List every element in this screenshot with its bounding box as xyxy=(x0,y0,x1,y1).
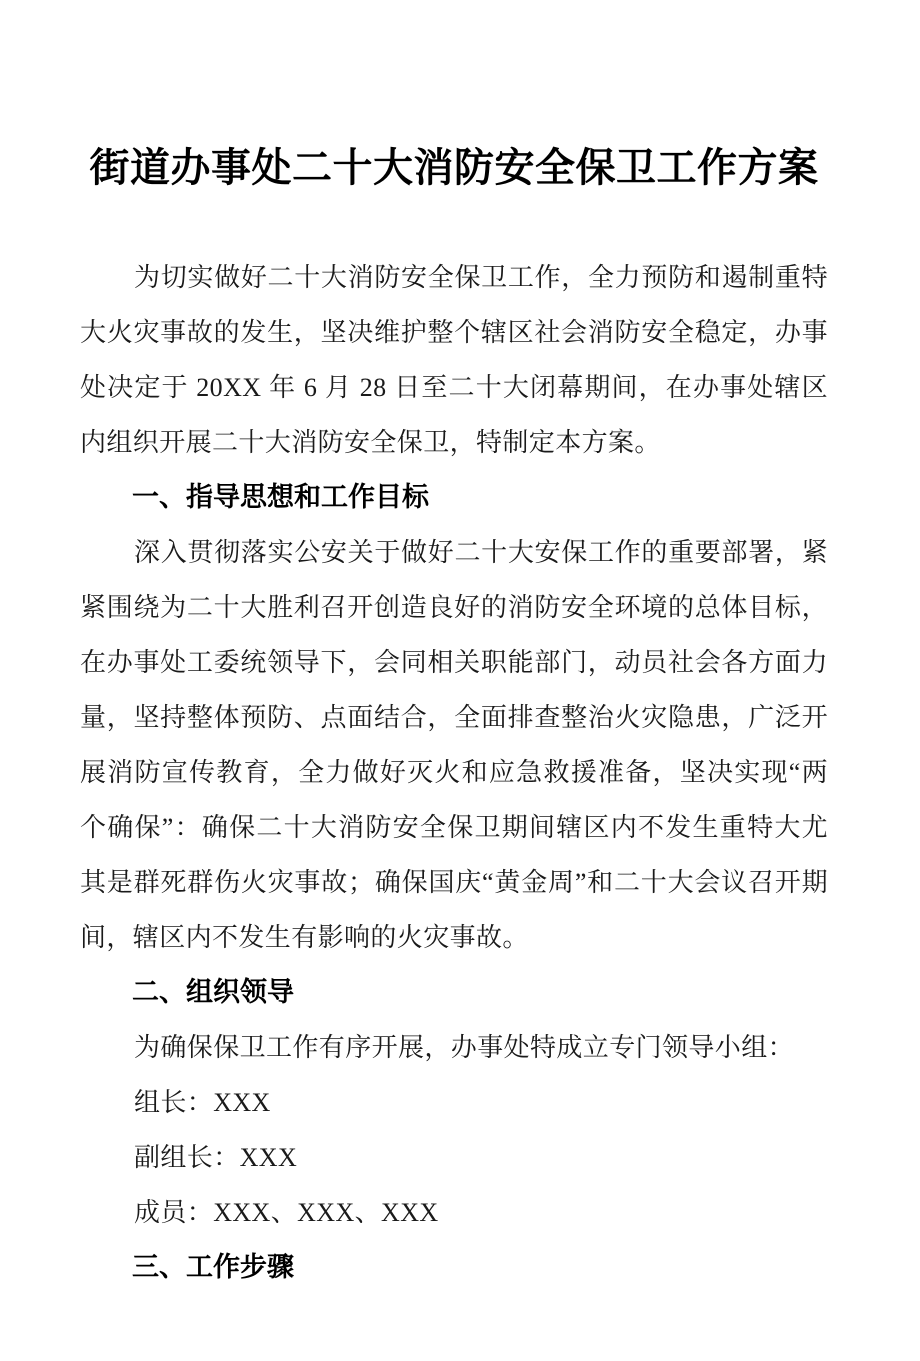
section-heading-1: 一、指导思想和工作目标 xyxy=(132,482,429,512)
section-heading-2: 二、组织领导 xyxy=(132,977,294,1007)
section-2-paragraph-1: 为确保保卫工作有序开展，办事处特成立专门领导小组： xyxy=(134,1033,795,1062)
section-1-paragraph-1: 深入贯彻落实公安关于做好二十大安保工作的重要部署，紧紧围绕为二十大胜利召开创造良好的消防安全环境的总体目标，在办事处工委统领导下，会同相关职能部门，动员社会各方面力量，坚持整体预防、点面结合，全面排查整治火灾隐患，广泛开展消防宣传教育，全力做好灭火和应急救援准备，坚决实现“两个确保”：确保二十大消防安全保卫期间辖区内不发生重特大尤其是群死群伤火灾事故；确保国庆“黄金周”和二十大会议召开期间，辖区内不发生有影响的火灾事故。 xyxy=(80,538,828,952)
title-spacer xyxy=(80,188,828,250)
page-title: 街道办事处二十大消防安全保卫工作方案 xyxy=(89,146,819,190)
intro-paragraph: 为切实做好二十大消防安全保卫工作，全力预防和遏制重特大火灾事故的发生，坚决维护整个辖区社会消防安全稳定，办事处决定于 20XX 年 6 月 28 日至二十大闭幕期间，在办事处辖区内组织开展二十大消防安全保卫，特制定本方案。 xyxy=(80,263,828,457)
section-2-members-line: 成员：XXX、XXX、XXX xyxy=(134,1198,439,1227)
document-body xyxy=(80,0,828,1295)
section-2-deputy-leader-line: 副组长：XXX xyxy=(134,1143,298,1172)
section-2-leader-line: 组长：XXX xyxy=(134,1088,271,1117)
section-heading-3: 三、工作步骤 xyxy=(132,1252,294,1282)
